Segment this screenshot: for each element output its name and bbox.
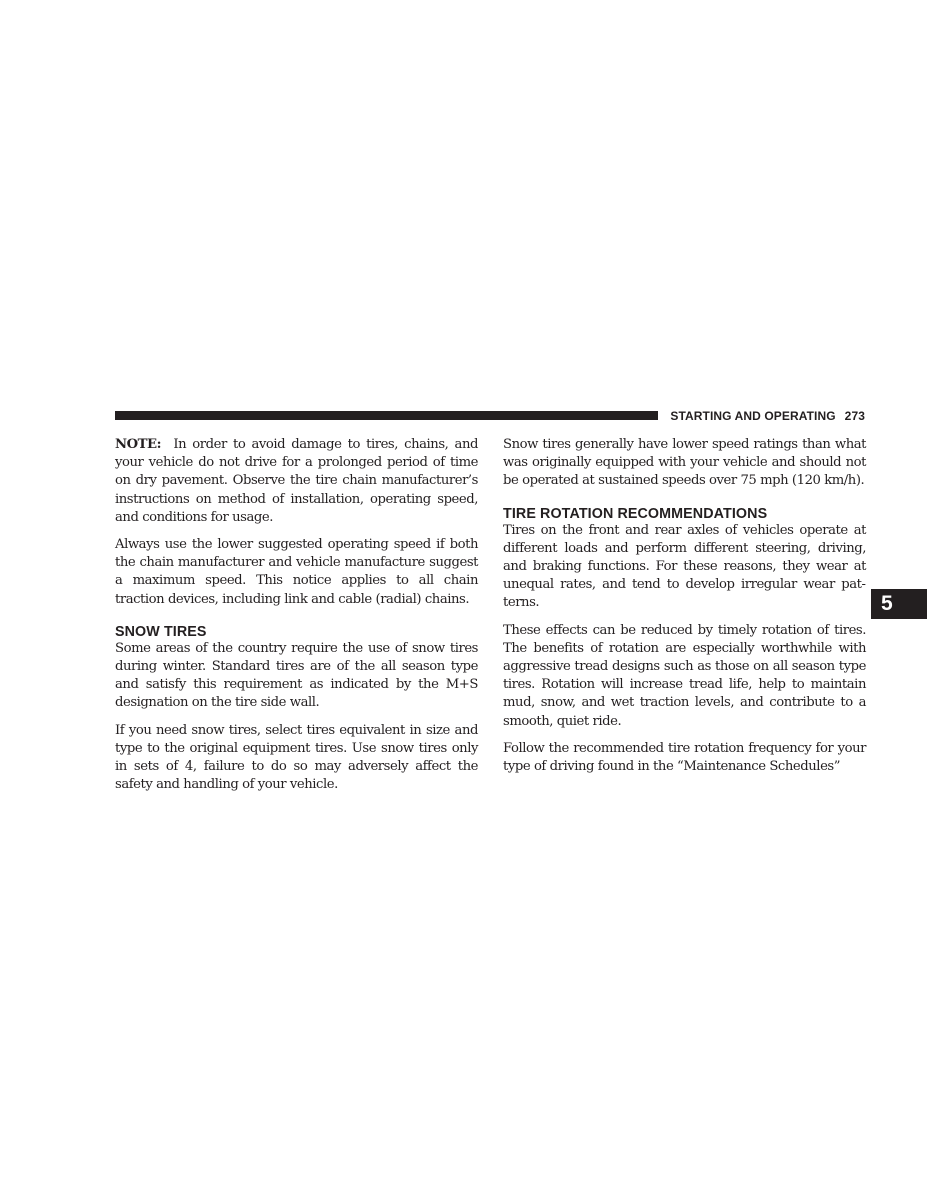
chapter-tab: 5	[871, 589, 927, 619]
note-paragraph	[115, 436, 478, 527]
speed-ratings-paragraph: Snow tires generally have lower speed ratings than what was originally equipped with your vehicle and should not be operated at sustained speeds over 75 mph (120 km/h).	[503, 437, 866, 489]
page-number: 273	[844, 409, 865, 423]
tire-rotation-heading: TIRE ROTATION RECOMMENDATIONS	[503, 505, 768, 522]
tire-rotation-paragraph-3: Follow the recommended tire rotation frequency for your type of driving found in the “Maintenance Schedules”	[503, 740, 866, 775]
section-title: STARTING AND OPERATING	[670, 409, 836, 423]
lower-speed-paragraph: Always use the lower suggested operating speed if both the chain manufacturer and vehicle manufacture suggest a maximum speed. This notice applies to all chain traction devices, including link and cable (radial) chains.	[115, 537, 478, 607]
note-label: NOTE:	[115, 437, 162, 452]
tire-rotation-paragraph-2: These effects can be reduced by timely rotation of tires. The benefits of rotation are especially worthwhile with aggressive tread designs such as those on all season type tires. Rotation will increase tread life, help to maintain mud, snow, and wet traction levels, and contribute to a smooth, quiet ride.	[503, 622, 866, 729]
header-rule	[115, 411, 658, 420]
right-column	[503, 436, 866, 785]
snow-tires-paragraph-1: Some areas of the country require the use of snow tires during winter. Standard tires are of the all season type and satisfy this requirement as indicated by the M+S designation on the tire side wall.	[115, 640, 478, 711]
tire-rotation-paragraph-1: Tires on the front and rear axles of vehicles operate at different loads and perform different steering, driving, and braking functions. For these reasons, they wear at unequal rates, and tend to develop irregular wear patterns.	[503, 522, 866, 611]
snow-tires-paragraph-2: If you need snow tires, select tires equivalent in size and type to the original equipment tires. Use snow tires only in sets of 4, failure to do so may adversely affect the safety and handling of your vehicle.	[115, 722, 478, 793]
running-header	[670, 408, 865, 424]
note-text: In order to avoid damage to tires, chains, and your vehicle do not drive for a prolonged period of time on dry pavement. Observe the tire chain manufacturer’s instructions on method of installation, operating speed, and conditions for usage.	[115, 437, 478, 525]
left-column	[115, 436, 478, 803]
snow-tires-heading: SNOW TIRES	[115, 623, 207, 640]
